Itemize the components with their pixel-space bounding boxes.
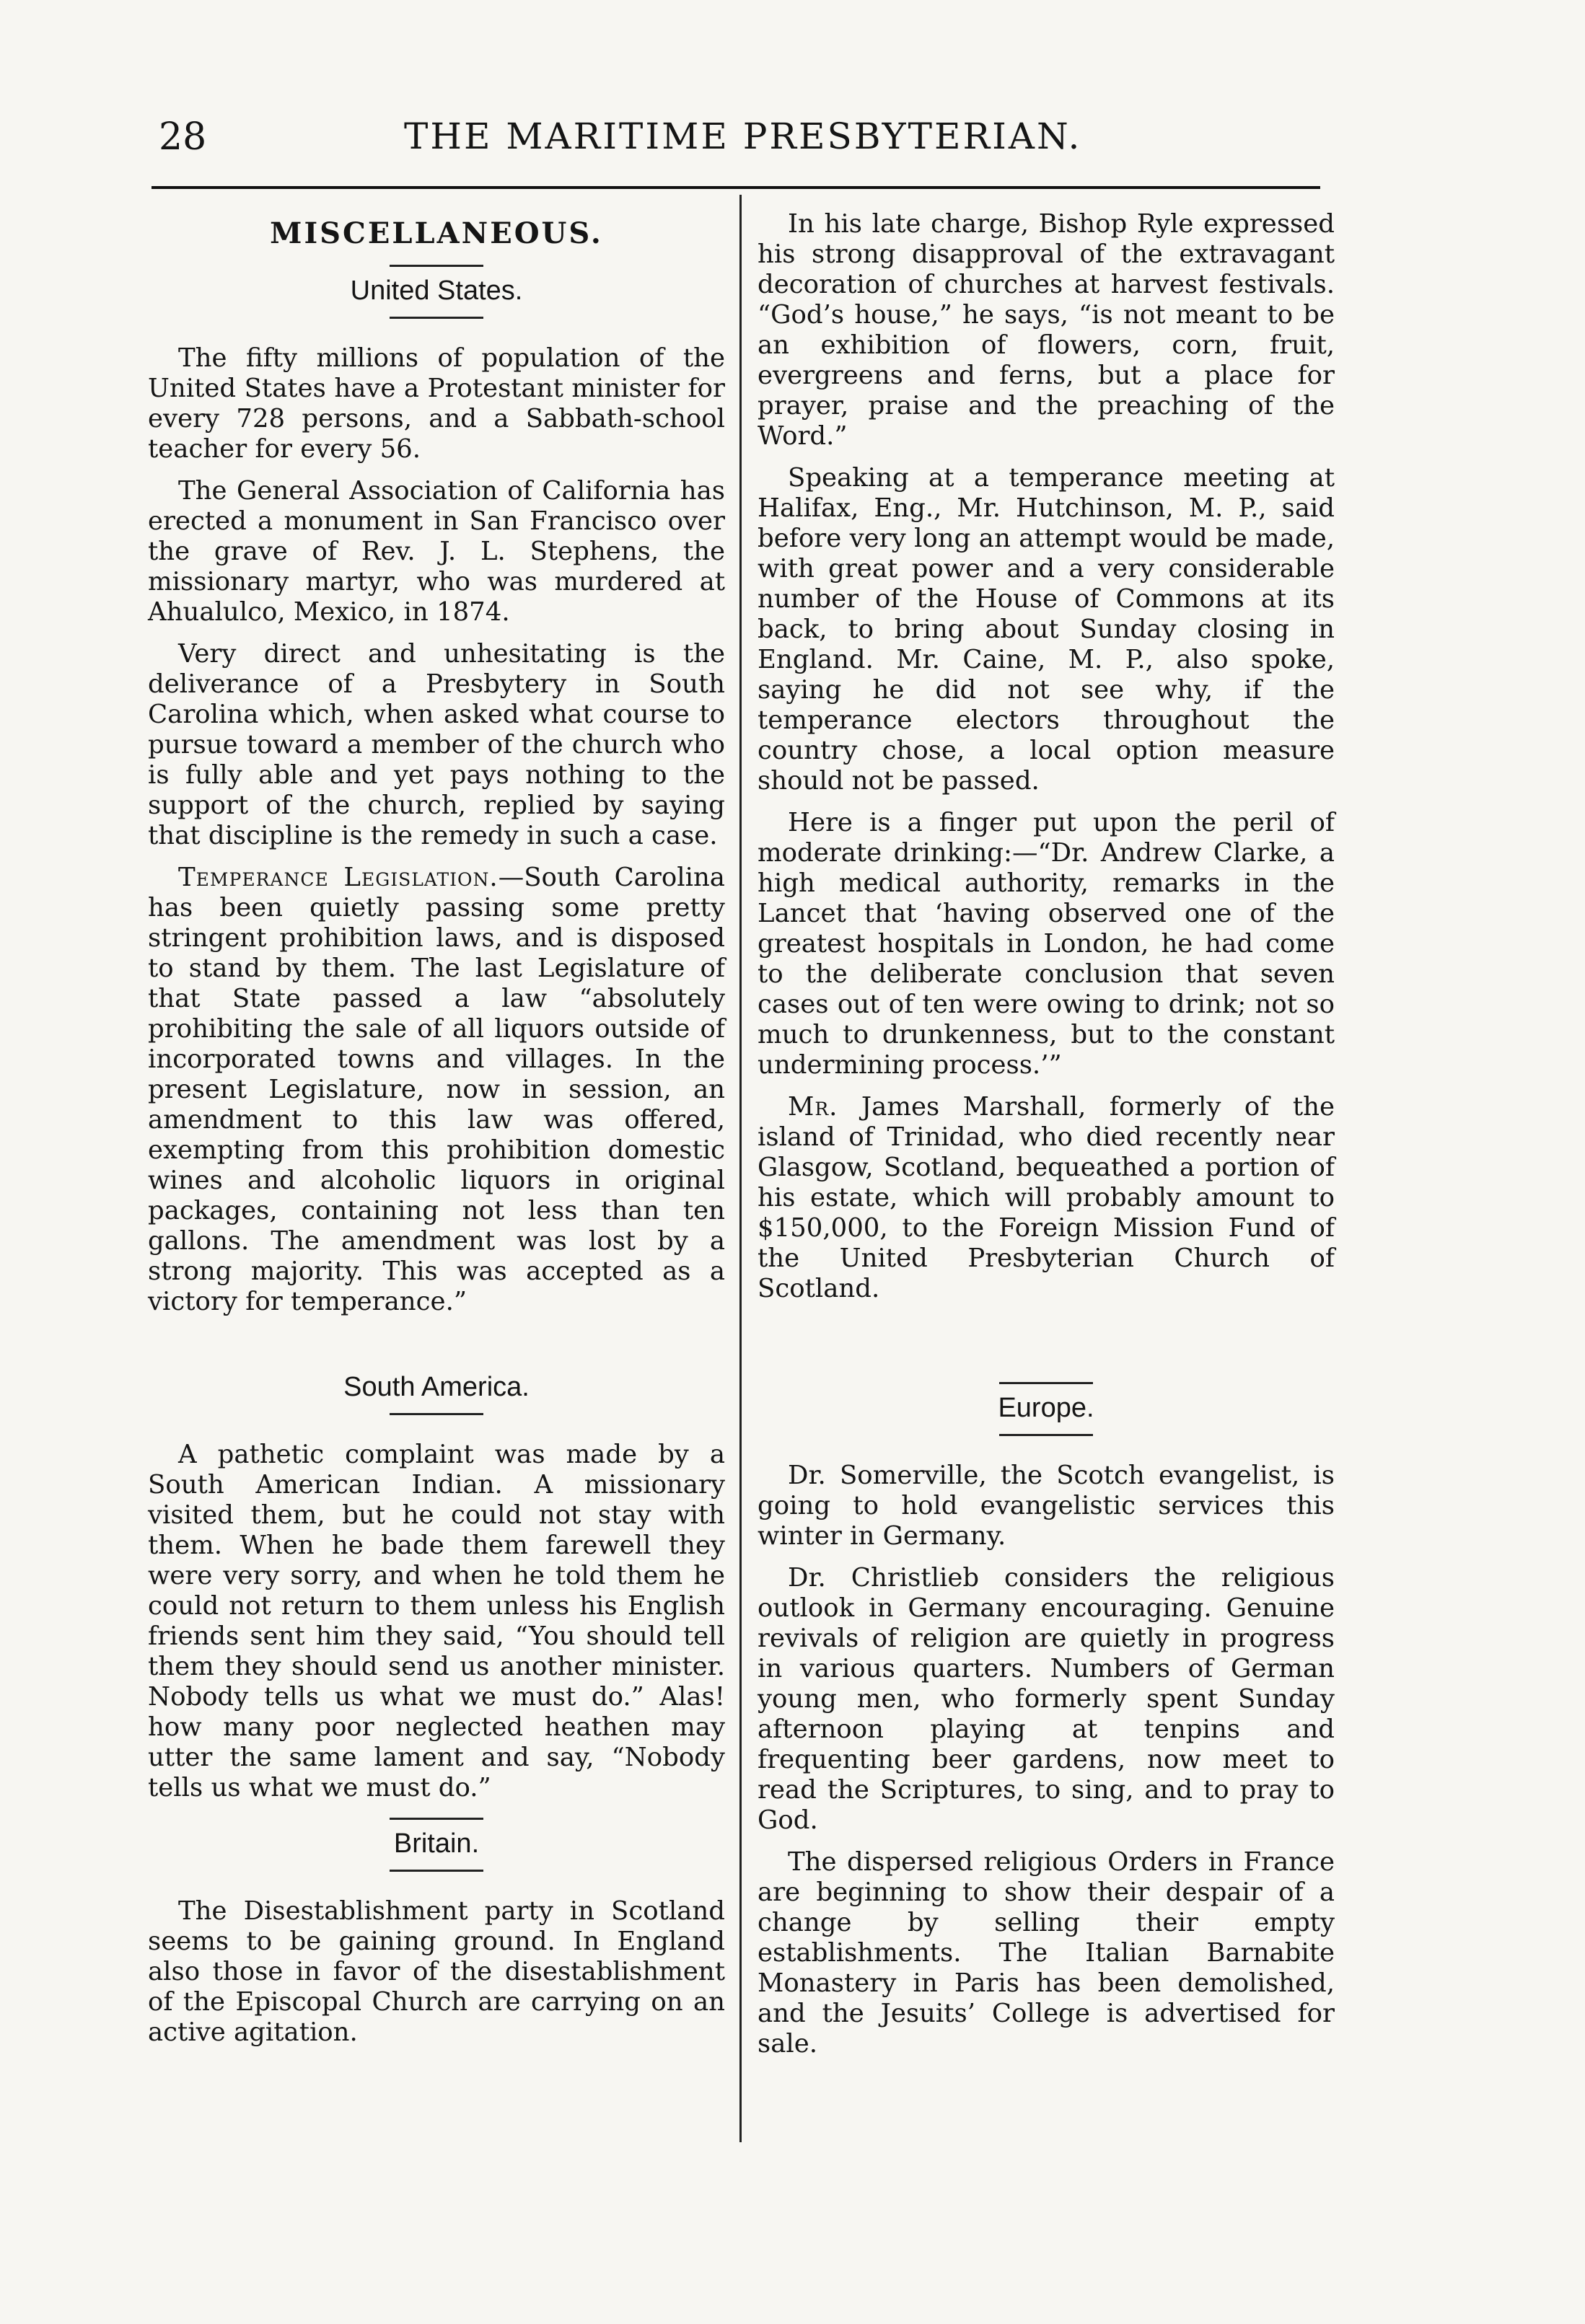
- paragraph: Dr. Christlieb considers the religious outlook in Germany encouraging. Genuine revivals of religion are quietly in progress in various quarters. Numbers of German young men, who formerly spent Sunday afternoon playing at tenpins and frequenting beer gardens, now meet to read the Scriptures, to sing, and to pray to God.: [758, 1563, 1335, 1835]
- paragraph: The dispersed religious Orders in France are beginning to show their despair of a change by selling their empty establishments. The Italian Barnabite Monastery in Paris has been demolished, and the Jesuits’ College is advertised for sale.: [758, 1847, 1335, 2059]
- paragraph: The General Association of California has erected a monument in San Francisco over the grave of Rev. J. L. Stephens, the missionary martyr, who was murdered at Ahualulco, Mexico, in 1874.: [148, 476, 725, 627]
- south-america-heading: South America.: [343, 1372, 530, 1402]
- paragraph: Speaking at a temperance meeting at Halifax, Eng., Mr. Hutchinson, M. P., said before very long an attempt would be made, with great power and a very considerable number of the House of Commons at its back, to bring about Sunday closing in England. Mr. Caine, M. P., also spoke, saying he did not see why, if the temperance electors throughout the country chose, a local option measure should not be passed.: [758, 463, 1335, 796]
- column-divider: [739, 195, 742, 2142]
- united-states-heading: United States.: [350, 276, 523, 306]
- paragraph: Very direct and unhesitating is the deliverance of a Presbytery in South Carolina which, when asked what course to pursue toward a member of the church who is fully able and yet pays nothing to the support of the church, replied by saying that discipline is the remedy in such a case.: [148, 639, 725, 850]
- page-number: 28: [159, 115, 207, 159]
- paragraph-body: —South Carolina has been quietly passing some pretty stringent prohibition laws, and is disposed to stand by them. The last Legislature of that State passed a law “absolutely prohibiting the sale of all liquors outside of incorporated towns and villages. In the present Legislature, now in session, an amendment to this law was offered, exempting from this prohibition domestic wines and alcoholic liquors in original packages, containing not less than ten gallons. The amendment was lost by a strong majority. This was accepted as a victory for temperance.”: [148, 863, 725, 1316]
- paragraph-lead: Temperance Legislation.: [178, 863, 499, 892]
- header-rule: [152, 186, 1320, 189]
- section-rule: [390, 317, 483, 319]
- heading-rule: [390, 265, 483, 267]
- paragraph: A pathetic complaint was made by a South American Indian. A missionary visited them, but he could not stay with them. When he bade them farewell they were very sorry, and when he told them he could not return to them unless his English friends sent him they said, “You should tell them they should send us another minister. Nobody tells us what we must do.” Alas! how many poor neglected heathen may utter the same lament and say, “Nobody tells us what we must do.”: [148, 1440, 725, 1803]
- paragraph: The Disestablishment party in Scotland seems to be gaining ground. In England also those in favor of the disestablishment of the Episcopal Church are carrying on an active agitation.: [148, 1896, 725, 2047]
- europe-heading: Europe.: [998, 1393, 1094, 1423]
- section-rule: [390, 1413, 483, 1415]
- section-rule: [390, 1818, 483, 1820]
- running-title: THE MARITIME PRESBYTERIAN.: [404, 115, 1082, 157]
- paragraph-body: James Marshall, formerly of the island of Trinidad, who died recently near Glasgow, Scotland, bequeathed a portion of his estate, which will probably amount to $150,000, to the Foreign Mission Fund of the United Presbyterian Church of Scotland.: [758, 1092, 1335, 1303]
- paragraph: The fifty millions of population of the United States have a Protestant minister for every 728 persons, and a Sabbath-school teacher for every 56.: [148, 343, 725, 464]
- paragraph: [148, 863, 725, 1317]
- page-header: [159, 108, 1327, 166]
- left-column: [148, 209, 725, 2059]
- section-rule: [999, 1434, 1093, 1436]
- section-rule: [999, 1382, 1093, 1384]
- paragraph: In his late charge, Bishop Ryle expressed his strong disapproval of the extravagant decoration of churches at harvest festivals. “God’s house,” he says, “is not meant to be an exhibition of flowers, corn, fruit, evergreens and ferns, but a place for prayer, praise and the preaching of the Word.”: [758, 209, 1335, 451]
- paragraph: [758, 1092, 1335, 1304]
- britain-heading: Britain.: [393, 1828, 480, 1859]
- paragraph-lead: Mr.: [788, 1092, 838, 1122]
- right-column: [758, 209, 1335, 2071]
- paragraph: Dr. Somerville, the Scotch evangelist, is going to hold evangelistic services this winter in Germany.: [758, 1461, 1335, 1551]
- paragraph: Here is a finger put upon the peril of moderate drinking:—“Dr. Andrew Clarke, a high medical authority, remarks in the Lancet that ‘having observed one of the greatest hospitals in London, he had come to the deliberate conclusion that seven cases out of ten were owing to drink; not so much to drunkenness, but to the constant undermining process.’”: [758, 808, 1335, 1080]
- main-heading: MISCELLANEOUS.: [270, 216, 603, 250]
- section-rule: [390, 1870, 483, 1872]
